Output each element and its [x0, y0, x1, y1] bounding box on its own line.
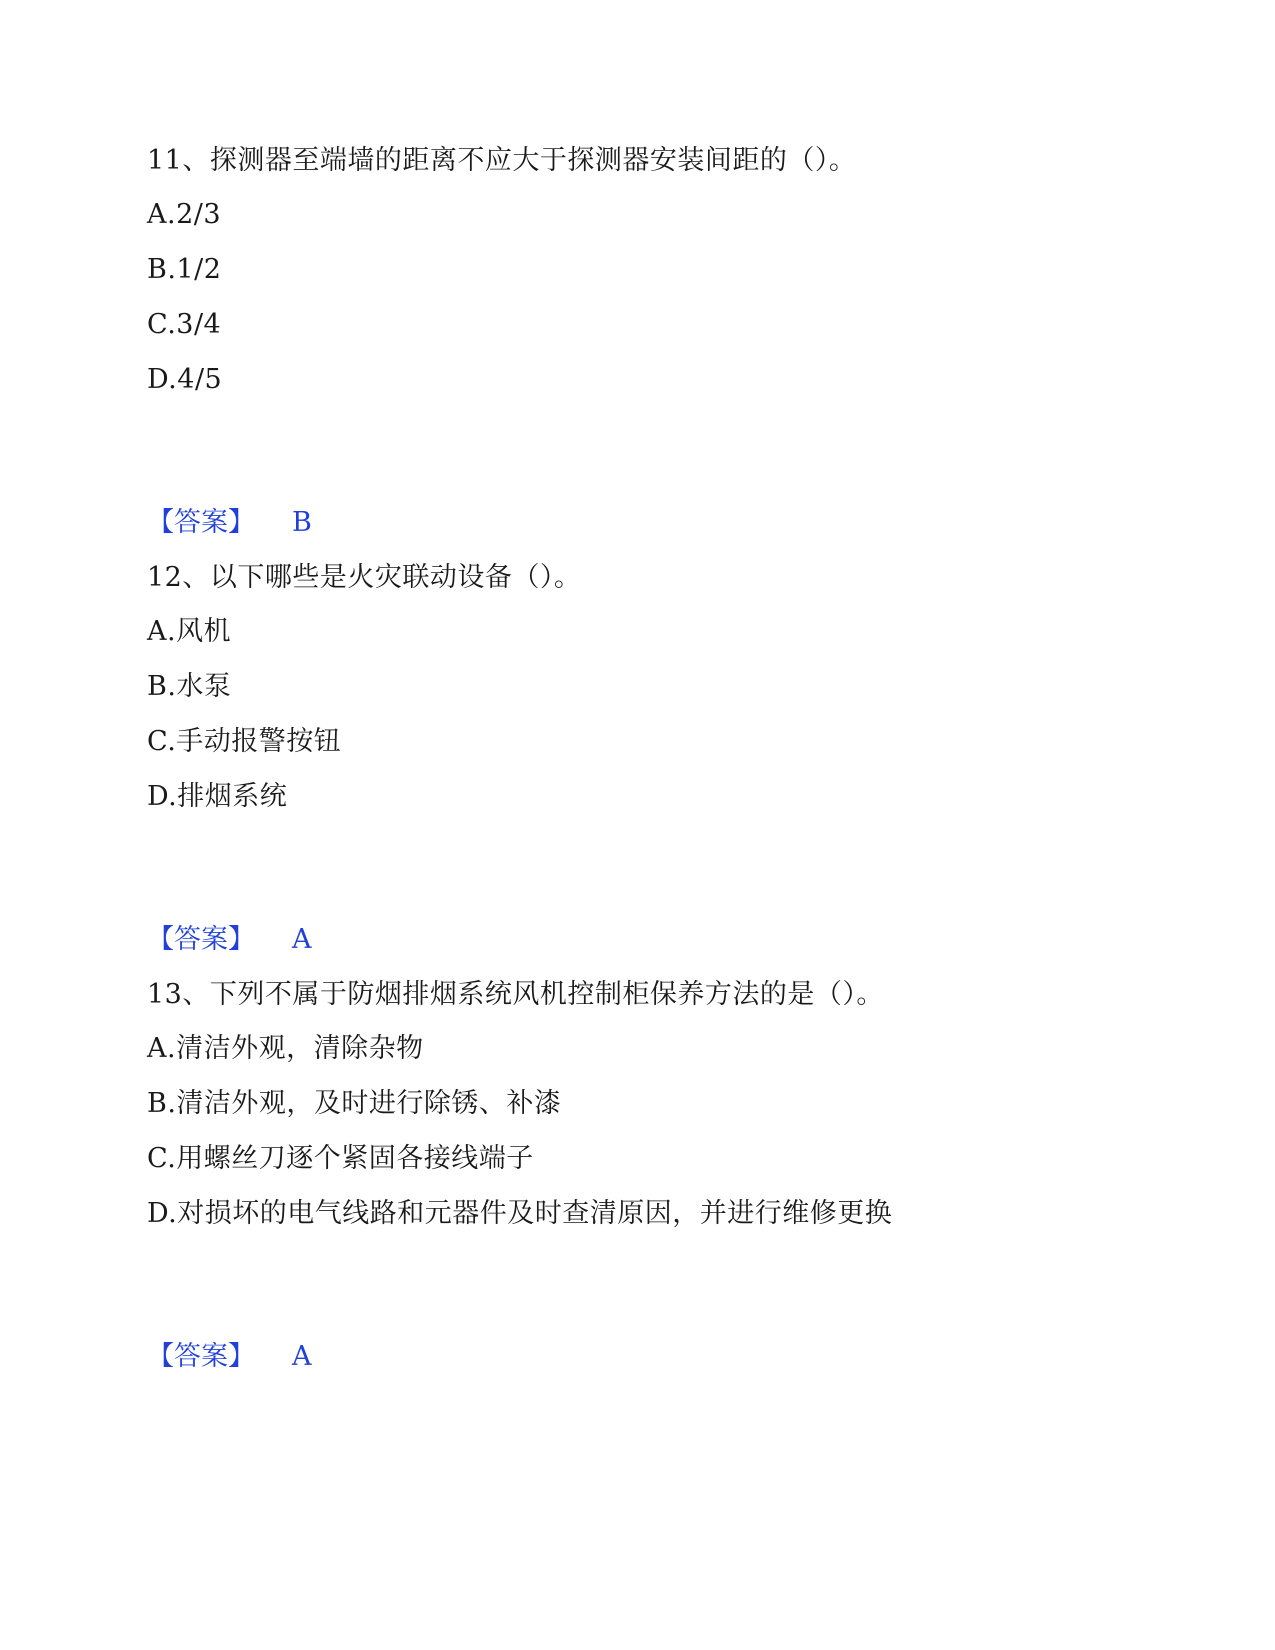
question-12-option-a: A.风机 [147, 616, 232, 647]
question-13-answer [147, 1339, 312, 1375]
question-11-option-a: A.2/3 [147, 199, 222, 230]
answer-value: A [292, 1341, 312, 1372]
question-13-stem: 13、下列不属于防烟排烟系统风机控制柜保养方法的是（）。 [147, 979, 884, 1010]
question-13-option-b: B.清洁外观，及时进行除锈、补漆 [147, 1088, 562, 1119]
answer-label: 【答案】 [147, 1341, 255, 1372]
question-12-option-b: B.水泵 [147, 671, 232, 702]
question-13-option-c: C.用螺丝刀逐个紧固各接线端子 [147, 1143, 534, 1174]
question-13-option-a: A.清洁外观，清除杂物 [147, 1033, 424, 1064]
question-11-option-c: C.3/4 [147, 309, 222, 340]
question-11-stem: 11、探测器至端墙的距离不应大于探测器安装间距的（）。 [147, 145, 857, 176]
question-12-option-c: C.手动报警按钮 [147, 726, 342, 757]
answer-value: B [292, 507, 312, 538]
answer-value: A [292, 924, 312, 955]
question-11-option-d: D.4/5 [147, 364, 223, 395]
question-12-answer [147, 922, 312, 958]
question-13-option-d: D.对损坏的电气线路和元器件及时查清原因，并进行维修更换 [147, 1198, 893, 1229]
question-12-option-d: D.排烟系统 [147, 781, 288, 812]
question-11-answer [147, 505, 312, 541]
question-11-option-b: B.1/2 [147, 254, 222, 285]
answer-label: 【答案】 [147, 507, 255, 538]
answer-label: 【答案】 [147, 924, 255, 955]
question-12-stem: 12、以下哪些是火灾联动设备（）。 [147, 562, 582, 593]
